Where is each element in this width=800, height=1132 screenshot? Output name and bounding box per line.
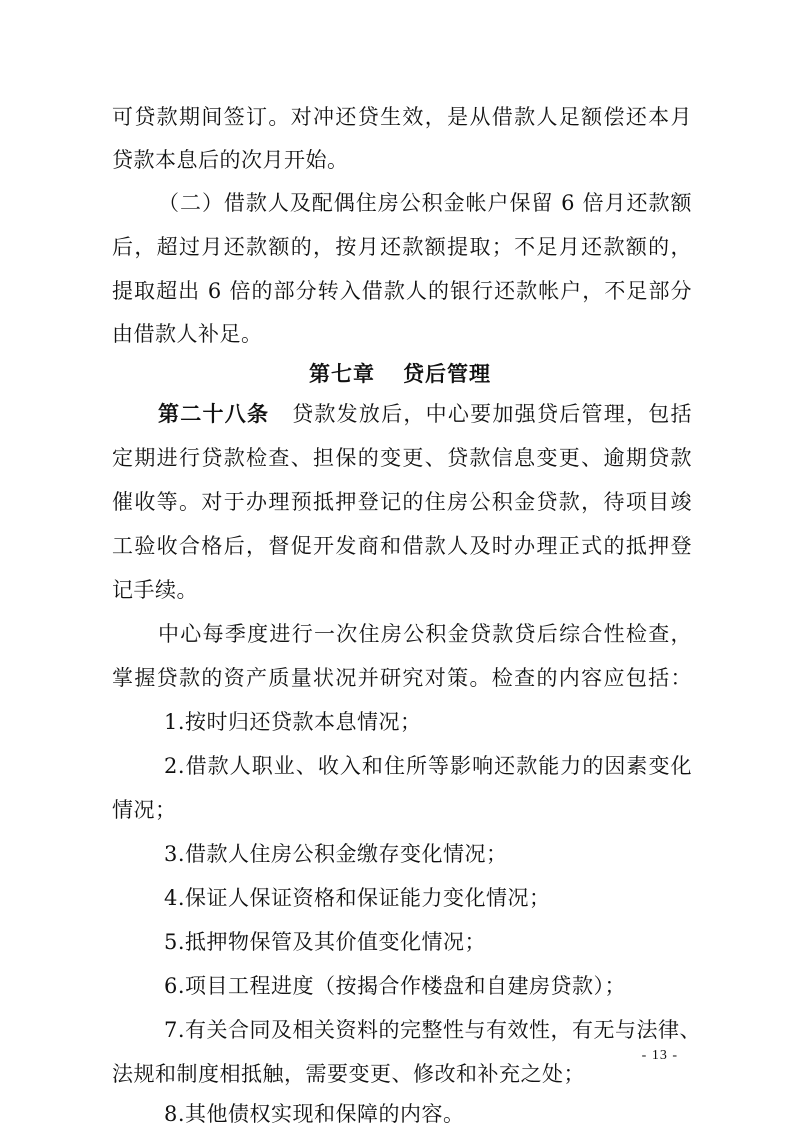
check-item-8: 8.其他债权实现和保障的内容。 — [164, 1102, 465, 1126]
article-28-line-4: 工验收合格后，督促开发商和借款人及时办理正式的抵押登 — [112, 534, 692, 558]
article-28-text-1: 贷款发放后，中心要加强贷后管理，包括 — [291, 402, 693, 426]
chapter-number: 第七章 — [309, 362, 375, 386]
article-28-line-2: 定期进行贷款检查、担保的变更、贷款信息变更、逾期贷款 — [112, 446, 692, 470]
article-28-line-3: 催收等。对于办理预抵押登记的住房公积金贷款，待项目竣 — [112, 490, 692, 514]
page-number: - 13 - — [641, 1048, 678, 1063]
clause-two-line-1: （二）借款人及配偶住房公积金帐户保留 6 倍月还款额 — [158, 191, 692, 215]
article-label: 第二十八条 — [158, 402, 270, 426]
check-item-2-cont: 情况； — [112, 798, 177, 822]
intro-line-1: 可贷款期间签订。对冲还贷生效，是从借款人足额偿还本月 — [112, 105, 692, 129]
check-item-5: 5.抵押物保管及其价值变化情况； — [164, 930, 487, 954]
quarterly-check-line-2: 掌握贷款的资产质量状况并研究对策。检查的内容应包括： — [112, 666, 692, 690]
check-item-7: 7.有关合同及相关资料的完整性与有效性，有无与法律、 — [164, 1018, 702, 1042]
quarterly-check-line-1: 中心每季度进行一次住房公积金贷款贷后综合性检查， — [158, 622, 692, 646]
chapter-title: 贷后管理 — [403, 362, 491, 386]
clause-two-line-3: 提取超出 6 倍的部分转入借款人的银行还款帐户，不足部分 — [112, 279, 692, 303]
clause-two-line-4: 由借款人补足。 — [112, 322, 263, 346]
check-item-6: 6.项目工程进度（按揭合作楼盘和自建房贷款）； — [164, 974, 627, 998]
chapter-heading — [0, 360, 800, 388]
article-28-line-1 — [158, 400, 692, 428]
check-item-4: 4.保证人保证资格和保证能力变化情况； — [164, 886, 551, 910]
check-item-7-cont: 法规和制度相抵触，需要变更、修改和补充之处； — [112, 1062, 585, 1086]
check-item-2: 2.借款人职业、收入和住所等影响还款能力的因素变化 — [164, 754, 692, 778]
clause-two-line-2: 后，超过月还款额的，按月还款额提取；不足月还款额的， — [112, 235, 692, 259]
article-28-line-5: 记手续。 — [112, 578, 198, 602]
check-item-3: 3.借款人住房公积金缴存变化情况； — [164, 842, 508, 866]
intro-line-2: 贷款本息后的次月开始。 — [112, 148, 349, 172]
check-item-1: 1.按时归还贷款本息情况； — [164, 710, 422, 734]
